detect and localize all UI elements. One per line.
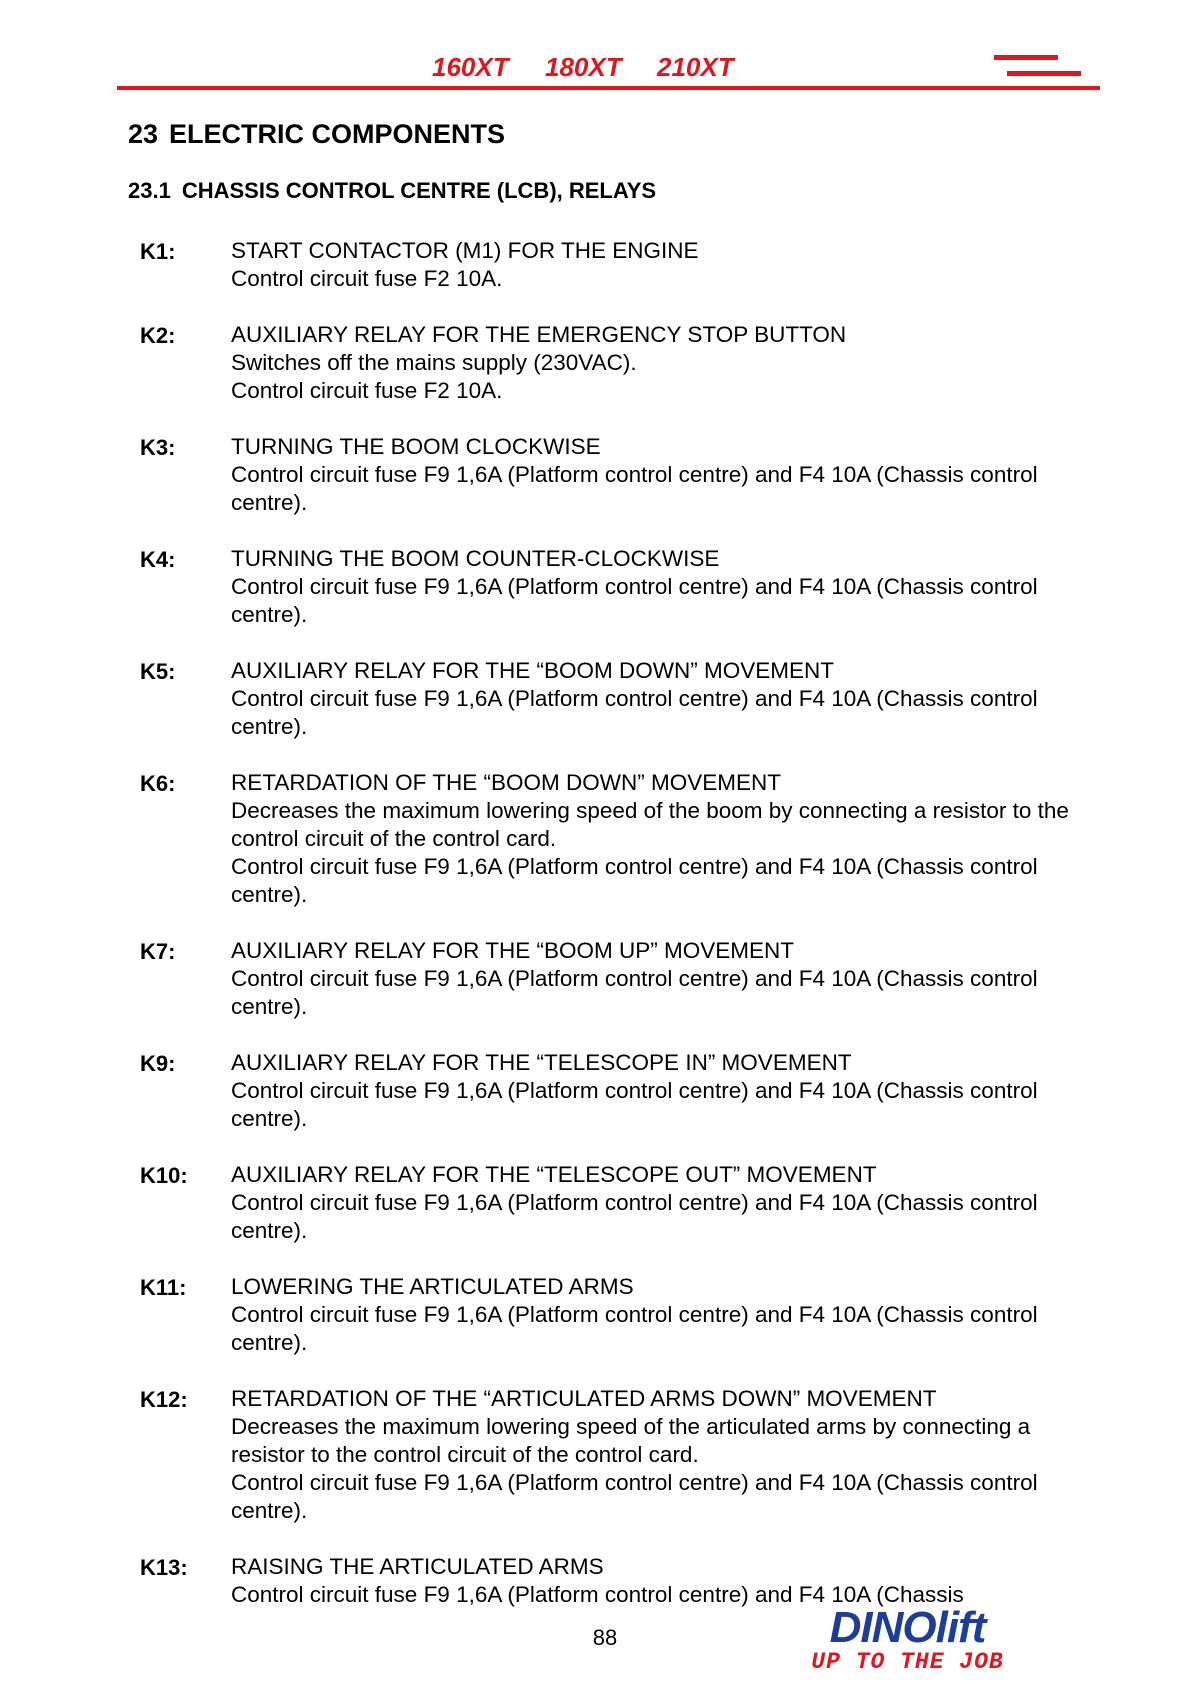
relay-item <box>140 1161 1080 1245</box>
relay-code: K2: <box>140 323 176 348</box>
relay-description <box>231 1161 1080 1245</box>
relay-code: K7: <box>140 939 176 964</box>
relay-description <box>231 1385 1080 1525</box>
section-number: 23 <box>128 119 159 149</box>
brand-name: DINOlift <box>829 1603 986 1652</box>
relay-title: TURNING THE BOOM COUNTER-CLOCKWISE <box>231 546 720 571</box>
relay-detail: Control circuit fuse F9 1,6A (Platform control centre) and F4 10A (Chassis control centre). <box>231 854 1038 907</box>
relay-item <box>140 321 1080 405</box>
relay-description <box>231 1553 1080 1609</box>
relay-title: AUXILIARY RELAY FOR THE “TELESCOPE OUT” MOVEMENT <box>231 1162 877 1187</box>
brand-slogan: UP TO THE JOB <box>811 1649 1004 1675</box>
relay-description <box>231 769 1080 909</box>
relay-item <box>140 237 1080 293</box>
relay-code: K1: <box>140 239 176 264</box>
relay-code: K10: <box>140 1163 188 1188</box>
relay-title: TURNING THE BOOM CLOCKWISE <box>231 434 601 459</box>
relay-description <box>231 1273 1080 1357</box>
relay-code: K5: <box>140 659 176 684</box>
relay-detail: Control circuit fuse F9 1,6A (Platform control centre) and F4 10A (Chassis control centre). <box>231 1470 1038 1523</box>
relay-detail: Control circuit fuse F9 1,6A (Platform control centre) and F4 10A (Chassis control centre). <box>231 1190 1038 1243</box>
relay-title: AUXILIARY RELAY FOR THE “BOOM DOWN” MOVEMENT <box>231 658 835 683</box>
relay-detail: Control circuit fuse F9 1,6A (Platform control centre) and F4 10A (Chassis control centre). <box>231 966 1038 1019</box>
relay-item <box>140 1385 1080 1525</box>
section-title: ELECTRIC COMPONENTS <box>169 119 506 149</box>
relay-title: START CONTACTOR (M1) FOR THE ENGINE <box>231 238 699 263</box>
relay-item <box>140 433 1080 517</box>
relay-title: RAISING THE ARTICULATED ARMS <box>231 1554 604 1579</box>
header-logo-stripe-bottom <box>1007 71 1081 76</box>
relay-detail: Decreases the maximum lowering speed of the boom by connecting a resistor to the control circuit of the control card. <box>231 798 1069 851</box>
subsection-heading <box>128 178 656 204</box>
relay-item <box>140 937 1080 1021</box>
relay-description <box>231 237 1080 293</box>
relay-item <box>140 1273 1080 1357</box>
relay-detail: Control circuit fuse F9 1,6A (Platform control centre) and F4 10A (Chassis <box>231 1582 964 1607</box>
relay-title: RETARDATION OF THE “BOOM DOWN” MOVEMENT <box>231 770 781 795</box>
relay-title: RETARDATION OF THE “ARTICULATED ARMS DOWN” MOVEMENT <box>231 1386 937 1411</box>
relay-detail: Control circuit fuse F2 10A. <box>231 266 503 291</box>
relay-detail: Control circuit fuse F9 1,6A (Platform control centre) and F4 10A (Chassis control centre). <box>231 462 1038 515</box>
subsection-number: 23.1 <box>128 178 171 203</box>
relay-code: K11: <box>140 1275 187 1300</box>
relay-detail: Control circuit fuse F9 1,6A (Platform control centre) and F4 10A (Chassis control centre). <box>231 1078 1038 1131</box>
relay-description <box>231 321 1080 405</box>
relay-detail: Control circuit fuse F9 1,6A (Platform control centre) and F4 10A (Chassis control centre). <box>231 574 1038 627</box>
relay-item <box>140 1553 1080 1609</box>
relay-detail: Control circuit fuse F9 1,6A (Platform control centre) and F4 10A (Chassis control centre). <box>231 686 1038 739</box>
relay-detail: Control circuit fuse F2 10A. <box>231 378 503 403</box>
relay-detail: Control circuit fuse F9 1,6A (Platform control centre) and F4 10A (Chassis control centre). <box>231 1302 1038 1355</box>
relay-code: K13: <box>140 1555 188 1580</box>
relay-item <box>140 769 1080 909</box>
subsection-title: CHASSIS CONTROL CENTRE (LCB), RELAYS <box>181 178 657 203</box>
header-logo-stripe-top <box>994 55 1058 60</box>
relay-code: K9: <box>140 1051 176 1076</box>
relay-list <box>140 237 1080 1637</box>
relay-item <box>140 545 1080 629</box>
relay-item <box>140 1049 1080 1133</box>
relay-description <box>231 937 1080 1021</box>
relay-title: LOWERING THE ARTICULATED ARMS <box>231 1274 634 1299</box>
header-rule <box>117 86 1100 90</box>
relay-code: K4: <box>140 547 176 572</box>
page-number: 88 <box>592 1625 618 1650</box>
relay-detail: Decreases the maximum lowering speed of the articulated arms by connecting a resistor to the control circuit of the control card. <box>231 1414 1031 1467</box>
header-model-210xt: 210XT <box>657 52 734 82</box>
relay-code: K3: <box>140 435 176 460</box>
relay-description <box>231 545 1080 629</box>
section-heading <box>128 119 505 150</box>
dinolift-logo <box>805 1603 1015 1675</box>
relay-description <box>231 433 1080 517</box>
relay-title: AUXILIARY RELAY FOR THE EMERGENCY STOP BUTTON <box>231 322 847 347</box>
relay-code: K6: <box>140 771 176 796</box>
header-model-180xt: 180XT <box>545 52 622 82</box>
relay-title: AUXILIARY RELAY FOR THE “BOOM UP” MOVEMENT <box>231 938 795 963</box>
relay-description <box>231 1049 1080 1133</box>
relay-item <box>140 657 1080 741</box>
relay-detail: Switches off the mains supply (230VAC). <box>231 350 637 375</box>
relay-code: K12: <box>140 1387 188 1412</box>
relay-description <box>231 657 1080 741</box>
relay-title: AUXILIARY RELAY FOR THE “TELESCOPE IN” MOVEMENT <box>231 1050 852 1075</box>
header-model-160xt: 160XT <box>432 52 509 82</box>
